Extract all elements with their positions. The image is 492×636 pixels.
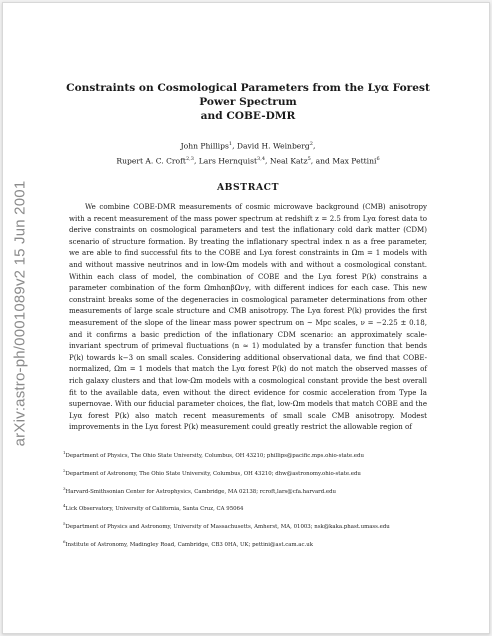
affiliation-text: Institute of Astronomy, Madingley Road, Cambridge, CB3 0HA, UK; pettini@ast.cam.ac.uk <box>65 541 313 548</box>
author-name: Neal Katz <box>269 156 308 166</box>
affiliation-text: Lick Observatory, University of California, Santa Cruz, CA 95064 <box>65 506 244 513</box>
author-separator: , and <box>310 156 333 166</box>
author-name: Lars Hernquist <box>198 156 258 166</box>
author-separator: , <box>265 156 270 166</box>
author-name: Max Pettini <box>332 156 377 166</box>
author-affiliation-mark: 5 <box>307 155 311 162</box>
author-affiliation-mark: 1 <box>228 141 233 147</box>
affiliation-note <box>63 520 433 531</box>
title-line-2: and COBE-DMR <box>200 110 296 122</box>
affiliation-note <box>63 538 433 549</box>
affiliation-text: Department of Physics, The Ohio State University, Columbus, OH 43210; phillips@pacific.mps.ohio-state.edu <box>65 452 364 459</box>
abstract-heading: ABSTRACT <box>216 182 280 194</box>
author-list <box>63 138 433 167</box>
affiliation-mark: 2 <box>63 467 66 473</box>
affiliation-mark: 1 <box>63 449 66 455</box>
affiliation-note <box>63 485 433 496</box>
affiliation-mark: 5 <box>63 521 66 527</box>
arxiv-stamp <box>5 163 35 463</box>
affiliation-text: Department of Astronomy, The Ohio State University, Columbus, OH 43210; dhw@astronomy.ohio-state.edu <box>65 470 361 477</box>
affiliation-mark: 3 <box>63 485 66 491</box>
author-affiliation-mark: 6 <box>376 155 380 162</box>
author-name: John Phillips <box>180 141 229 151</box>
author-separator: , <box>232 141 237 151</box>
affiliation-mark: 4 <box>63 503 66 509</box>
affiliation-text: Harvard-Smithsonian Center for Astrophysics, Cambridge, MA 02138; rcroft,lars@cfa.harvard.edu <box>65 488 337 495</box>
author-name: David H. Weinberg <box>236 141 310 151</box>
author-name: Rupert A. C. Croft <box>116 156 186 166</box>
arxiv-stamp-text: arXiv:astro-ph/0001089v2 15 Jun 2001 <box>11 180 29 446</box>
title-line-1: Constraints on Cosmological Parameters from the Lyα Forest Power Spectrum <box>66 82 430 108</box>
paper-page <box>2 2 490 634</box>
affiliation-note <box>63 467 433 478</box>
authors-line-1 <box>63 138 433 153</box>
author-separator: , <box>193 156 199 166</box>
author-affiliation-mark: 2 <box>309 141 313 147</box>
author-affiliation-mark: 3,4 <box>257 155 265 162</box>
affiliation-note <box>63 449 433 460</box>
paper-title <box>63 81 433 123</box>
author-affiliation-mark: 2,3 <box>185 155 194 162</box>
authors-line-2 <box>63 153 433 168</box>
affiliation-mark: 6 <box>63 538 66 544</box>
affiliation-note <box>63 502 433 513</box>
page-content <box>63 81 433 556</box>
abstract-body: We combine COBE-DMR measurements of cosmic microwave background (CMB) anisotropy with a recent measurement of the mass power spectrum at redshift z = 2.5 from Lyα forest data to derive constraints on cosmological parameters and test the inflationary cold dark matter (CDM) scenario of structure formation. By treating the inflationary spectral index n as a free parameter, we are able to find successful fits to the COBE and Lyα forest constraints in Ωm = 1 models with and without massive neutrinos and in low-Ωm models with and without a cosmological constant. Within each class of model, the combination of COBE and the Lyα forest P(k) constrains a parameter combination of the form ΩmhαnβΩνγ, with different indices for each case. This new constraint breaks some of the degeneracies in cosmological parameter determinations from other measurements of large scale structure and CMB anisotropy. The Lyα forest P(k) provides the first measurement of the slope of the linear mass power spectrum on ~ Mpc scales, ν = −2.25 ± 0.18, and it confirms a basic prediction of the inflationary CDM scenario: an approximately scale-invariant spectrum of primeval fluctuations (n ≈ 1) modulated by a transfer function that bends P(k) towards k−3 on small scales. Considering additional observational data, we find that COBE-normalized, Ωm = 1 models that match the Lyα forest P(k) do not match the observed masses of rich galaxy clusters and that low-Ωm models with a cosmological constant provide the best overall fit to the available data, even without the direct evidence for cosmic acceleration from Type Ia supernovae. With our fiducial parameter choices, the flat, low-Ωm models that match COBE and the Lyα forest P(k) also match recent measurements of small scale CMB anisotropy. Modest improvements in the Lyα forest P(k) measurement could greatly restrict the allowable region of <box>69 202 428 432</box>
affiliation-text: Department of Physics and Astronomy, University of Massachusetts, Amherst, MA, 01003; nsk@kaka.phast.umass.edu <box>65 523 390 530</box>
affiliations <box>63 449 433 549</box>
author-separator: , <box>312 141 316 151</box>
